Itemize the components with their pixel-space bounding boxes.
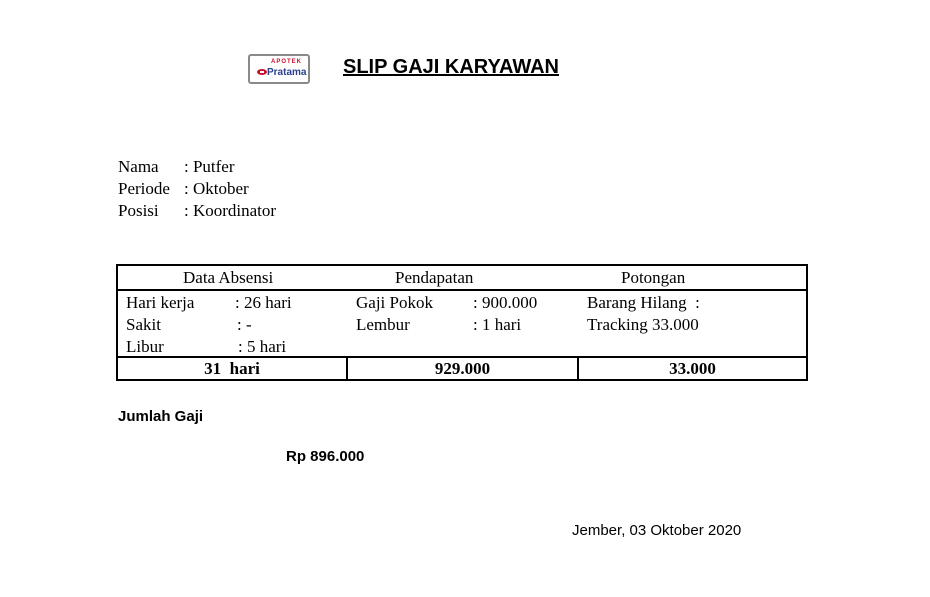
pendapatan-value: : 1 hari <box>473 315 522 334</box>
absensi-value: : 5 hari <box>238 337 287 356</box>
logo-brand-name: Pratama <box>267 67 307 78</box>
potongan-line: Tracking 33.000 <box>587 315 699 334</box>
periode-value: : Oktober <box>184 179 249 198</box>
potongan-line: Barang Hilang : <box>587 293 700 312</box>
absensi-value: : - <box>237 315 252 334</box>
absensi-label: Hari kerja <box>126 293 195 312</box>
nama-label: Nama <box>118 157 159 176</box>
absensi-label: Libur <box>126 337 164 356</box>
nama-value: : Putfer <box>184 157 235 176</box>
absensi-value: : 26 hari <box>235 293 292 312</box>
jumlah-gaji-value: Rp 896.000 <box>286 448 365 465</box>
pendapatan-value: : 900.000 <box>473 293 538 312</box>
header-potongan: Potongan <box>621 268 686 287</box>
posisi-value: : Koordinator <box>184 201 277 220</box>
salary-table <box>116 264 808 381</box>
periode-label: Periode <box>118 179 170 198</box>
pendapatan-label: Lembur <box>356 315 410 334</box>
header-divider <box>118 289 806 291</box>
totals-divider <box>118 356 806 358</box>
posisi-label: Posisi <box>118 201 159 220</box>
jumlah-gaji-label: Jumlah Gaji <box>118 408 204 425</box>
logo-brand-top: APOTEK <box>271 59 303 65</box>
header-absensi: Data Absensi <box>183 268 274 287</box>
total-absensi: 31 hari <box>204 359 260 378</box>
total-pendapatan: 929.000 <box>434 359 491 378</box>
total-potongan: 33.000 <box>669 359 716 378</box>
company-logo <box>248 54 310 84</box>
page-title: SLIP GAJI KARYAWAN <box>343 56 559 78</box>
pendapatan-label: Gaji Pokok <box>356 293 433 312</box>
header-pendapatan: Pendapatan <box>395 268 474 287</box>
absensi-label: Sakit <box>126 315 161 334</box>
place-date: Jember, 03 Oktober 2020 <box>572 522 742 539</box>
